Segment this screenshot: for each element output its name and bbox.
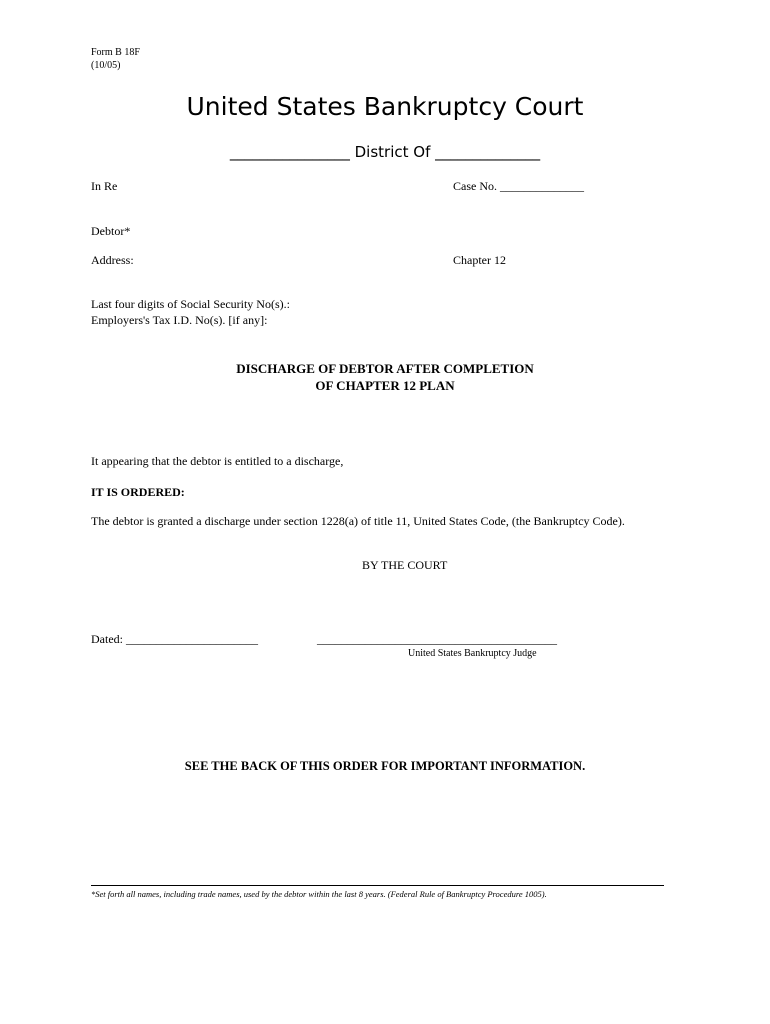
form-id: Form B 18F [91, 47, 140, 58]
see-back-notice: SEE THE BACK OF THIS ORDER FOR IMPORTANT INFORMATION. [184, 759, 586, 773]
order-title-line1: DISCHARGE OF DEBTOR AFTER COMPLETION [236, 361, 534, 376]
case-number: Case No. ______________ [453, 179, 584, 193]
granted-paragraph: The debtor is granted a discharge under section 1228(a) of title 11, United States Code, (the Bankruptcy Code). [91, 514, 625, 528]
court-title: United States Bankruptcy Court [186, 92, 584, 121]
ordered-heading: IT IS ORDERED: [91, 485, 185, 499]
district-line [0, 143, 770, 161]
in-re-label: In Re [91, 179, 118, 193]
address-label: Address: [91, 253, 134, 267]
ssn-label: Last four digits of Social Security No(s).: [91, 297, 290, 311]
order-title-line2: OF CHAPTER 12 PLAN [315, 378, 455, 393]
by-the-court: BY THE COURT [362, 558, 448, 572]
district-blank-left: ________________ [229, 143, 350, 161]
district-label: District Of [354, 143, 431, 161]
district-blank-right: ______________ [435, 143, 541, 161]
signature-line: ________________________________________ [317, 632, 557, 646]
footnote: *Set forth all names, including trade names, used by the debtor within the last 8 years. (Federal Rule of Bankruptcy Procedure 1005). [91, 889, 547, 899]
debtor-label: Debtor* [91, 224, 131, 238]
footnote-divider [91, 885, 664, 886]
dated-field: Dated: ______________________ [91, 632, 258, 646]
tax-id-label: Employers's Tax I.D. No(s). [if any]: [91, 313, 268, 327]
form-date: (10/05) [91, 60, 121, 71]
chapter-label: Chapter 12 [453, 253, 506, 267]
appearing-paragraph: It appearing that the debtor is entitled to a discharge, [91, 454, 344, 468]
judge-title: United States Bankruptcy Judge [408, 648, 537, 659]
